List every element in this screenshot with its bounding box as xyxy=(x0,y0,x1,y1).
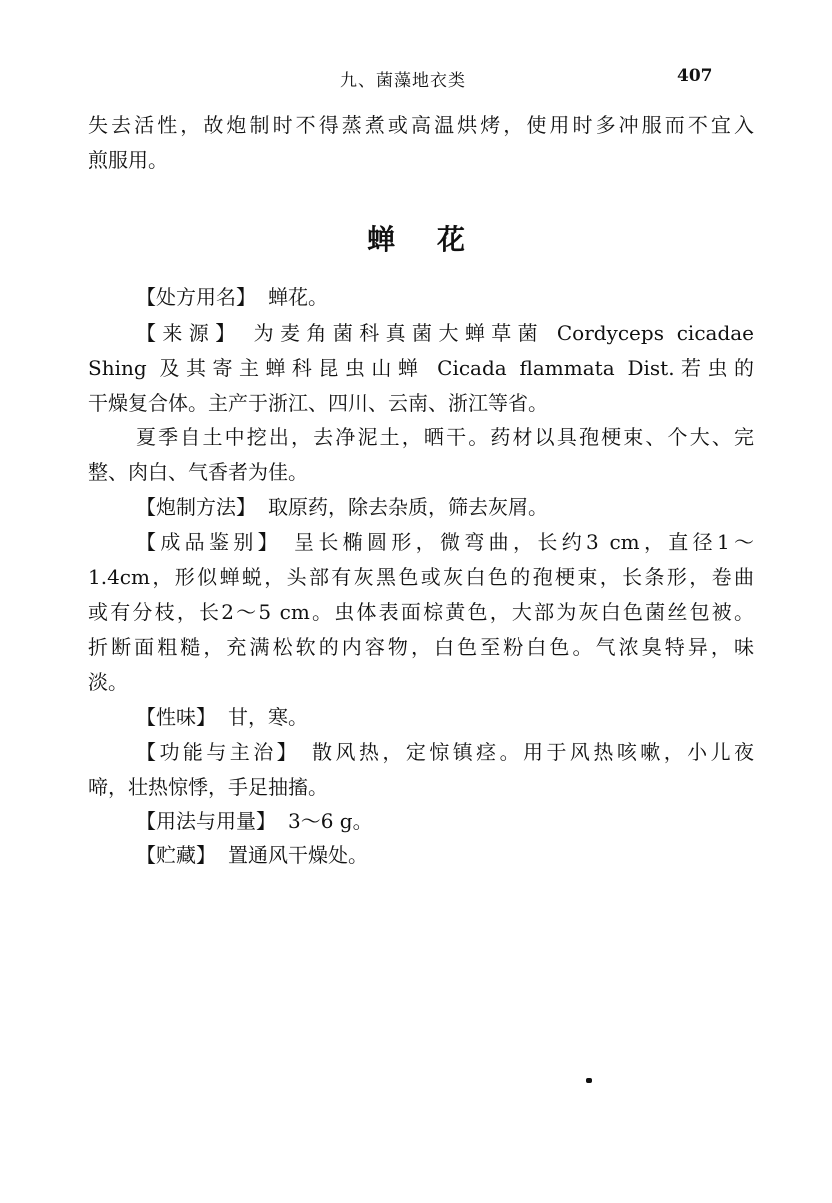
entry-title: 蝉花 xyxy=(366,223,507,256)
text-line xyxy=(136,280,754,315)
text-line xyxy=(136,804,754,839)
running-header xyxy=(0,66,832,96)
text-line: 或有分枝，长2～5 cm。虫体表面棕黄色，大部为灰白色菌丝包被。 xyxy=(88,600,754,624)
text-line xyxy=(136,490,754,525)
section-label: 【功能与主治】 xyxy=(136,740,301,764)
section-label: 【用法与用量】 xyxy=(136,809,276,833)
text-line xyxy=(136,700,754,735)
section-label: 【贮藏】 xyxy=(136,843,216,867)
text-line xyxy=(88,525,754,560)
page-number: 407 xyxy=(677,66,713,86)
text-line xyxy=(88,735,754,770)
running-section-title: 九、菌藻地衣类 xyxy=(340,71,466,91)
text-line xyxy=(88,316,754,351)
section-text: 甘，寒。 xyxy=(228,705,308,729)
text-line: 啼，壮热惊悸，手足抽搐。 xyxy=(88,775,328,799)
text-line: 夏季自土中挖出，去净泥土，晒干。药材以具孢梗束、个大、完 xyxy=(136,425,754,449)
section-label: 【来源】 xyxy=(136,321,242,345)
dosage-section xyxy=(136,804,754,839)
text-line: Shing 及其寄主蝉科昆虫山蝉 Cicada flammata Dist.若虫的 xyxy=(88,356,754,380)
section-text: 散风热，定惊镇痉。用于风热咳嗽，小儿夜 xyxy=(312,740,755,764)
section-label: 【炮制方法】 xyxy=(136,495,256,519)
section-text: 置通风干燥处。 xyxy=(228,843,368,867)
section-text: 3～6 g。 xyxy=(288,809,373,833)
processing-section xyxy=(136,490,754,525)
prescription-name-section xyxy=(136,280,754,315)
continued-paragraph xyxy=(88,108,754,178)
source-section xyxy=(88,316,754,421)
section-text: 呈长椭圆形，微弯曲，长约3 cm，直径1～ xyxy=(294,530,754,554)
section-label: 【处方用名】 xyxy=(136,285,256,309)
text-line: 折断面粗糙，充满松软的内容物，白色至粉白色。气浓臭特异，味 xyxy=(88,635,754,659)
identification-section xyxy=(88,525,754,700)
section-text: 为麦角菌科真菌大蝉草菌 Cordyceps cicadae xyxy=(253,321,755,345)
text-line: 1.4cm，形似蝉蜕，头部有灰黑色或灰白色的孢梗束，长条形，卷曲 xyxy=(88,565,754,589)
collection-section xyxy=(88,420,754,490)
text-line xyxy=(136,838,754,873)
storage-section xyxy=(136,838,754,873)
section-label: 【性味】 xyxy=(136,705,216,729)
text-line: 干燥复合体。主产于浙江、四川、云南、浙江等省。 xyxy=(88,391,548,415)
scan-speck xyxy=(586,1078,592,1083)
text-line: 煎服用。 xyxy=(88,148,168,172)
text-line: 淡。 xyxy=(88,670,128,694)
text-line: 整、肉白、气香者为佳。 xyxy=(88,460,308,484)
property-section xyxy=(136,700,754,735)
function-section xyxy=(88,735,754,805)
section-text: 取原药，除去杂质，筛去灰屑。 xyxy=(268,495,548,519)
section-label: 【成品鉴别】 xyxy=(136,530,283,554)
text-line: 失去活性，故炮制时不得蒸煮或高温烘烤，使用时多冲服而不宜入 xyxy=(88,113,754,137)
section-text: 蝉花。 xyxy=(268,285,328,309)
